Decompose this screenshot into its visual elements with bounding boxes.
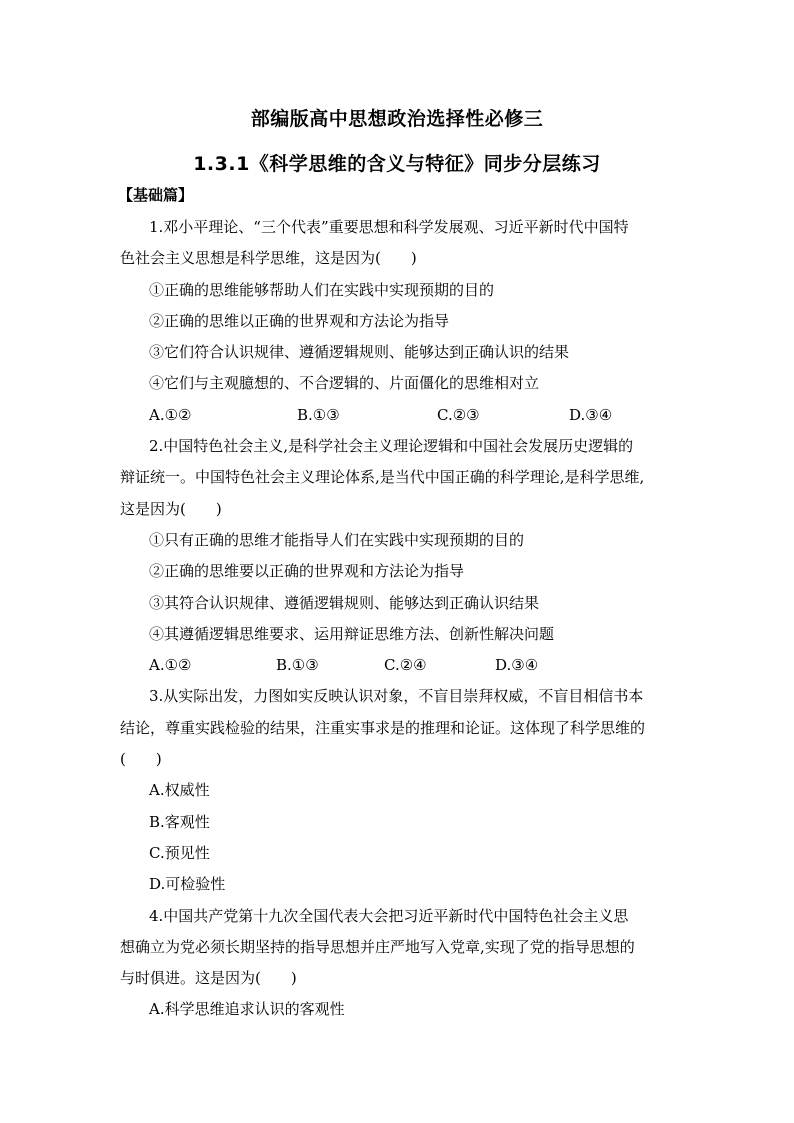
- question-4-stem-line: 与时俱进。这是因为( ): [120, 969, 297, 988]
- question-3-stem-line: 3.从实际出发，力图如实反映认识对象，不盲目崇拜权威，不盲目相信书本: [149, 687, 644, 706]
- question-1-stem-line: 1.邓小平理论、“三个代表”重要思想和科学发展观、习近平新时代中国特: [149, 218, 629, 236]
- question-2-statement: ②正确的思维要以正确的世界观和方法论为指导: [149, 562, 465, 581]
- option-a: A.①②: [149, 656, 192, 675]
- option-b: B.①③: [276, 656, 319, 675]
- question-3-option-c: C.预见性: [149, 843, 210, 862]
- question-3-stem-line: 结论，尊重实践检验的结果，注重实事求是的推理和论证。这体现了科学思维的: [120, 718, 646, 737]
- question-4-stem-line: 4.中国共产党第十九次全国代表大会把习近平新时代中国特色社会主义思: [149, 906, 629, 925]
- option-d: D.③④: [495, 656, 539, 675]
- question-2-stem-line: 这是因为( ): [120, 499, 222, 518]
- question-2-statement: ③其符合认识规律、遵循逻辑规则、能够达到正确认识结果: [149, 593, 540, 612]
- question-3-option-d: D.可检验性: [149, 875, 226, 894]
- question-3-option-b: B.客观性: [149, 812, 210, 831]
- option-a: A.①②: [149, 405, 192, 424]
- question-1-statement: ④它们与主观臆想的、不合逻辑的、片面僵化的思维相对立: [149, 374, 540, 393]
- option-c: C.②③: [437, 405, 480, 424]
- question-2-statement: ①只有正确的思维才能指导人们在实践中实现预期的目的: [149, 530, 525, 549]
- question-1-statement: ③它们符合认识规律、遵循逻辑规则、能够达到正确认识的结果: [149, 343, 570, 362]
- option-c: C.②④: [384, 656, 427, 675]
- question-3-option-a: A.权威性: [149, 781, 210, 800]
- question-4-option-a: A.科学思维追求认识的客观性: [149, 1000, 345, 1019]
- section-heading: 【基础篇】: [118, 186, 194, 204]
- question-2-statement: ④其遵循逻辑思维要求、运用辩证思维方法、创新性解决问题: [149, 624, 555, 643]
- question-2-options: [120, 650, 680, 681]
- document-subtitle: 1.3.1《科学思维的含义与特征》同步分层练习: [193, 153, 601, 175]
- question-3-stem-line: ( ): [120, 750, 162, 769]
- question-1-stem-line: 色社会主义思想是科学思维，这是因为( ): [120, 249, 417, 268]
- question-1-options: [120, 400, 680, 431]
- question-2-stem-line: 2.中国特色社会主义,是科学社会主义理论逻辑和中国社会发展历史逻辑的: [149, 437, 634, 456]
- option-b: B.①③: [297, 405, 340, 424]
- question-1-statement: ①正确的思维能够帮助人们在实践中实现预期的目的: [149, 280, 495, 299]
- question-4-stem-line: 想确立为党必须长期坚持的指导思想并庄严地写入党章,实现了党的指导思想的: [120, 937, 635, 956]
- question-1-statement: ②正确的思维以正确的世界观和方法论为指导: [149, 311, 450, 330]
- question-2-stem-line: 辩证统一。中国特色社会主义理论体系,是当代中国正确的科学理论,是科学思维,: [120, 468, 645, 487]
- question-list: [120, 212, 680, 1026]
- document-title: 部编版高中思想政治选择性必修三: [250, 108, 544, 130]
- option-d: D.③④: [569, 405, 613, 424]
